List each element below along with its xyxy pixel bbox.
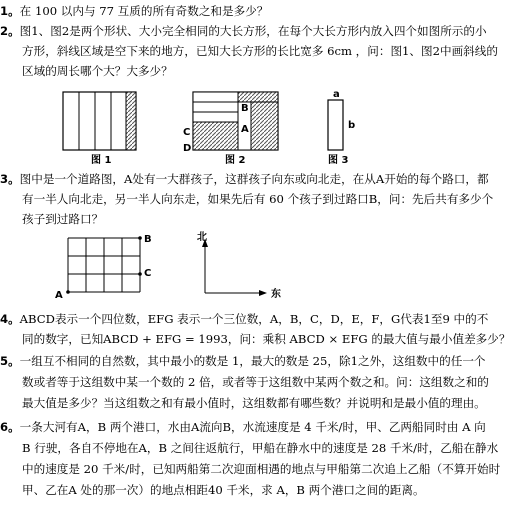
- problem-6-text-4: 甲、乙在A 处的那一次）的地点相距40 千米，求 A，B 两个港口之间的距离。: [22, 483, 425, 497]
- problem-2-text-1: 图1、图2是两个形状、大小完全相同的大长方形，在每个大长方形内放入四个如图所示的小: [19, 24, 487, 38]
- road-label-b: B: [144, 234, 152, 245]
- road-point-b: [138, 236, 142, 240]
- problem-6-text-1: 一条大河有A，B 两个港口，水由A流向B，水流速度是 4 千米/时，甲、乙两船同时由 A 向: [19, 420, 486, 434]
- problem-4-line-2: [22, 332, 510, 346]
- road-grid: [68, 238, 140, 292]
- problem-3-number: 3。: [0, 172, 20, 186]
- problem-6-line-2: [22, 441, 498, 455]
- problem-6-number: 6。: [0, 420, 20, 434]
- figure-3-caption: 图 3: [328, 155, 349, 166]
- figure-3-label-a: a: [333, 89, 340, 100]
- figure-2-label-b: B: [241, 103, 249, 114]
- axis-east-label: 东: [271, 289, 281, 300]
- problem-6-line-3: [22, 462, 500, 476]
- problem-2-text-3: 区域的周长哪个大？大多少？: [22, 64, 173, 78]
- figure-2-label-d: D: [183, 143, 192, 154]
- axis-north-label: 北: [197, 232, 207, 243]
- problem-5-line-3: [22, 396, 486, 410]
- problem-5-line-1: [0, 354, 486, 368]
- problem-3-text-2: 有一半人向北走，另一半人向东走，如果先后有 60 个孩子到过路口B，问：先后共有多少个: [22, 192, 494, 206]
- east-arrow-icon: [259, 290, 267, 296]
- figure-3-label-b: b: [348, 120, 356, 131]
- problem-4-text-2: 同的数字，已知ABCD + EFG = 1993，问：乘积 ABCD × EFG 的最大值与最小值差多少？: [22, 332, 511, 346]
- problem-5-text-1: 一组互不相同的自然数，其中最小的数是 1，最大的数是 25，除1之外，这组数中的任一个: [19, 354, 486, 368]
- problem-1-number: 1。: [0, 4, 20, 18]
- road-label-c: C: [144, 268, 152, 279]
- compass-axes: [197, 231, 281, 300]
- figure-2-caption: 图 2: [225, 155, 246, 166]
- road-point-a: [66, 290, 70, 294]
- problem-1-text: 在 100 以内与 77 互质的所有奇数之和是多少？: [19, 4, 269, 18]
- problem-3-text-3: 孩子到过路口？: [22, 212, 104, 226]
- problem-3-text-1: 图中是一个道路图，A处有一大群孩子，这群孩子向东或向北走，在从A开始的每个路口，都: [19, 172, 489, 186]
- problem-4-text-1: ABCD表示一个四位数，EFG 表示一个三位数，A，B，C，D，E，F，G代表1至9 中的不: [19, 312, 489, 326]
- problem-5-text-3: 最大值是多少？当这组数之和有最小值时，这组数都有哪些数？并说明和是最小值的理由。: [22, 396, 486, 410]
- road-point-c: [138, 272, 142, 276]
- problem-6-line-4: [22, 483, 425, 497]
- problem-5-text-2: 数或者等于这组数中某一个数的 2 倍，或者等于这组数中某两个数之和。问：这组数之和的: [22, 375, 489, 389]
- problem-2-text-2: 方形，斜线区域是空下来的地方，已知大长方形的长比宽多 6cm ，问：图1、图2中画斜线的: [22, 44, 498, 58]
- problem-4-line-1: [0, 312, 488, 326]
- problem-5-number: 5。: [0, 354, 20, 368]
- problem-6-text-3: 中的速度是 20 千米/时，已知两船第二次迎面相遇的地点与甲船第二次追上乙船（不算开始时: [22, 462, 501, 476]
- figure-2-label-c: C: [183, 127, 191, 138]
- figure-1-caption: 图 1: [91, 155, 112, 166]
- problem-2-number: 2。: [0, 24, 20, 38]
- problem-6-line-1: [0, 420, 486, 434]
- figure-2-label-a: A: [241, 124, 249, 135]
- problem-4-number: 4。: [0, 312, 20, 326]
- problem-5-line-2: [22, 375, 489, 389]
- problem-6-text-2: B 行驶，各自不停地在A，B 之间往返航行，甲船在静水中的速度是 28 千米/时，乙船在静水: [22, 441, 499, 455]
- road-label-a: A: [55, 290, 63, 301]
